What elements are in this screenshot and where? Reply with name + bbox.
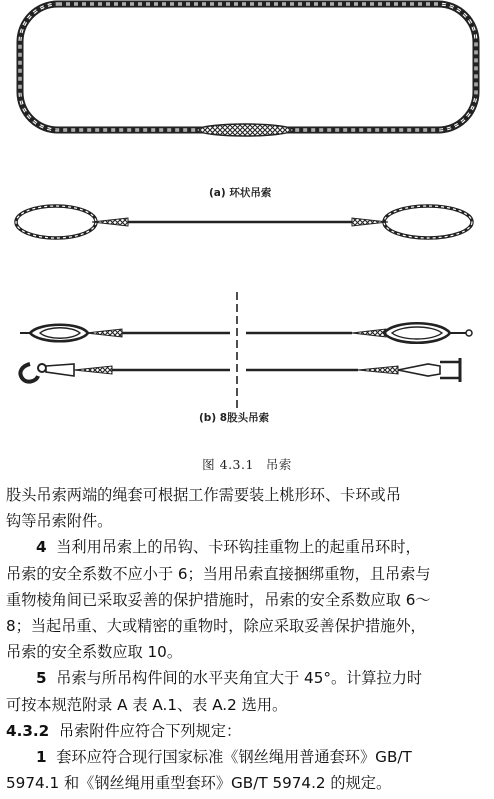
item-4-line: [6, 534, 490, 560]
item-text: 套环应符合现行国家标准《钢丝绳用普通套环》GB/T: [56, 748, 412, 767]
eye-sling-full: [16, 206, 472, 238]
section-number: 4.3.2: [6, 721, 50, 740]
item-1-line: [6, 744, 490, 770]
para-line: 重物棱角间已采取妥善的保护措施时，吊索的安全系数应取 6～: [6, 590, 431, 609]
figure-name: 吊索: [265, 457, 292, 472]
hook-shackle-sling: [20, 358, 460, 382]
item-number: 4: [36, 538, 47, 557]
sub-caption-a: (a) 环状吊索: [209, 187, 272, 199]
figure-caption: [0, 455, 494, 473]
sub-caption-b: (b) 8股头吊索: [199, 412, 270, 424]
para-line: 8；当起吊重、大或精密的重物时，除应采取妥善保护措施外，: [6, 617, 426, 636]
item-text: 当利用吊索上的吊钩、卡环钩挂重物上的起重吊环时，: [56, 538, 421, 557]
para-line: 吊索的安全系数不应小于 6；当用吊索直接捆绑重物，且吊索与: [6, 564, 431, 583]
para-line: 吊索的安全系数应取 10。: [6, 643, 183, 662]
para-line: 5974.1 和《钢丝绳用重型套环》GB/T 5974.2 的规定。: [6, 774, 392, 793]
body-text: [6, 482, 490, 796]
para-line: 股头吊索两端的绳套可根据工作需要装上桃形环、卡环或吊: [6, 486, 401, 504]
loop-sling: [20, 4, 476, 136]
item-number: 1: [36, 748, 47, 767]
section-heading: [6, 718, 490, 744]
item-5-line: [6, 665, 490, 691]
item-number: 5: [36, 669, 47, 688]
thimble-sling: [20, 323, 472, 343]
para-line: 钩等吊索附件。: [6, 512, 113, 531]
item-text: 吊索与所吊构件间的水平夹角宜大于 45°。计算拉力时: [56, 669, 423, 688]
figure-number: 图 4.3.1: [202, 457, 254, 472]
section-text: 吊索附件应符合下列规定：: [58, 721, 242, 740]
para-line: 可按本规范附录 A 表 A.1、表 A.2 选用。: [6, 695, 288, 714]
